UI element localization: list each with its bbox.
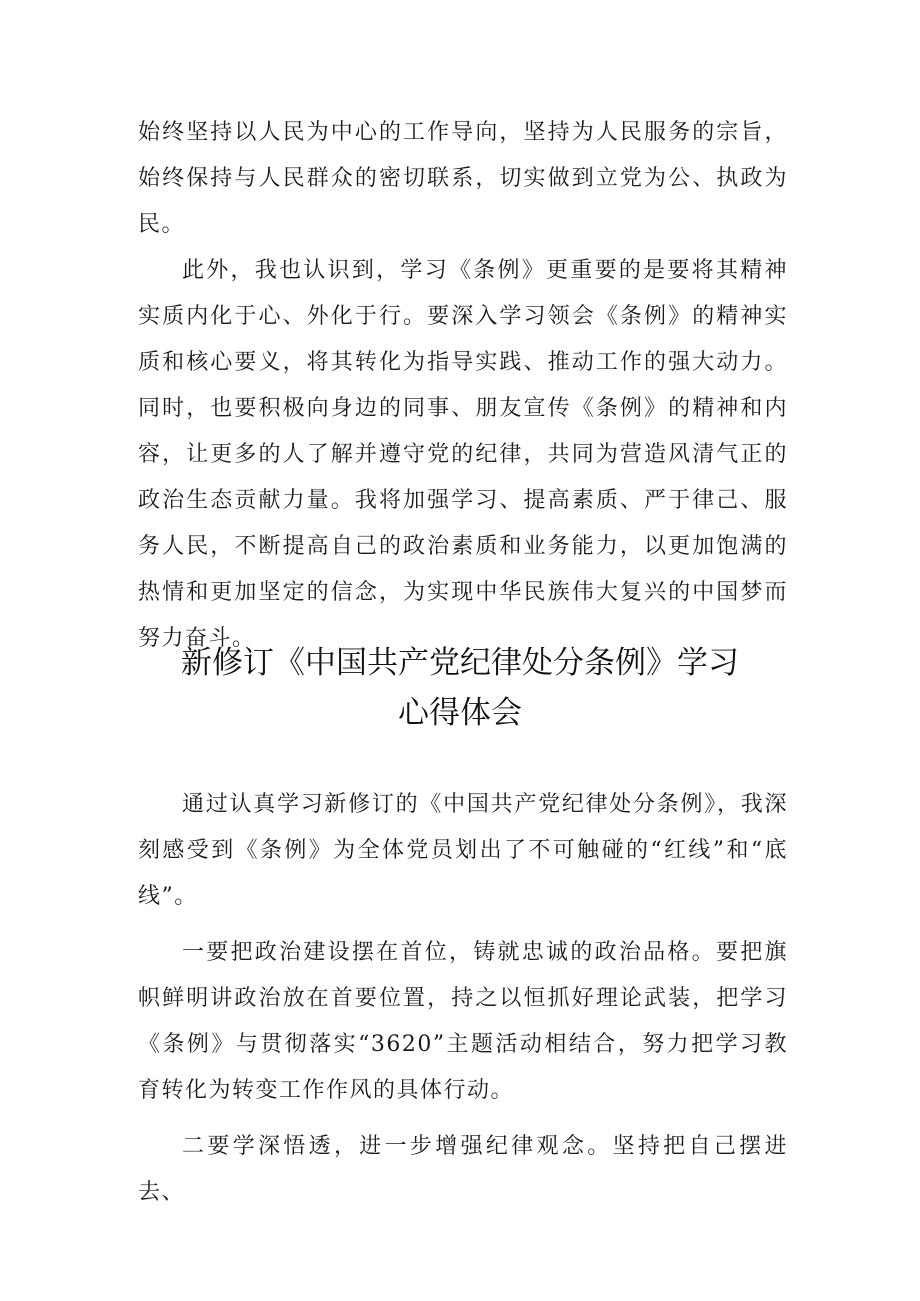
title-line-1: 新修订《中国共产党纪律处分条例》学习 bbox=[181, 645, 739, 681]
paragraph: 一要把政治建设摆在首位，铸就忠诚的政治品格。要把旗帜鲜明讲政治放在首要位置，持之以恒抓好理论武装，把学习《条例》与贯彻落实“3620”主题活动相结合，努力把学习教育转化为转变工作作风的具体行动。 bbox=[138, 940, 788, 1103]
paragraph-continued: 始终坚持以人民为中心的工作导向，坚持为人民服务的宗旨，始终保持与人民群众的密切联系，切实做到立党为公、执政为民。 bbox=[138, 120, 788, 237]
body-text-bottom bbox=[138, 782, 788, 1216]
document-title bbox=[100, 638, 820, 738]
title-line-2: 心得体会 bbox=[398, 695, 522, 731]
paragraph: 二要学深悟透，进一步增强纪律观念。坚持把自己摆进去、 bbox=[138, 1134, 788, 1205]
paragraph: 此外，我也认识到，学习《条例》更重要的是要将其精神实质内化于心、外化于行。要深入学习领会《条例》的精神实质和核心要义，将其转化为指导实践、推动工作的强大动力。同时，也要积极向身边的同事、朋友宣传《条例》的精神和内容，让更多的人了解并遵守党的纪律，共同为营造风清气正的政治生态贡献力量。我将加强学习、提高素质、严于律己、服务人民，不断提高自己的政治素质和业务能力，以更加饱满的热情和更加坚定的信念，为实现中华民族伟大复兴的中国梦而努力奋斗。 bbox=[138, 258, 788, 651]
paragraph: 通过认真学习新修订的《中国共产党纪律处分条例》，我深刻感受到《条例》为全体党员划出了不可触碰的“红线”和“底线”。 bbox=[138, 792, 788, 909]
body-text-top bbox=[138, 110, 788, 662]
